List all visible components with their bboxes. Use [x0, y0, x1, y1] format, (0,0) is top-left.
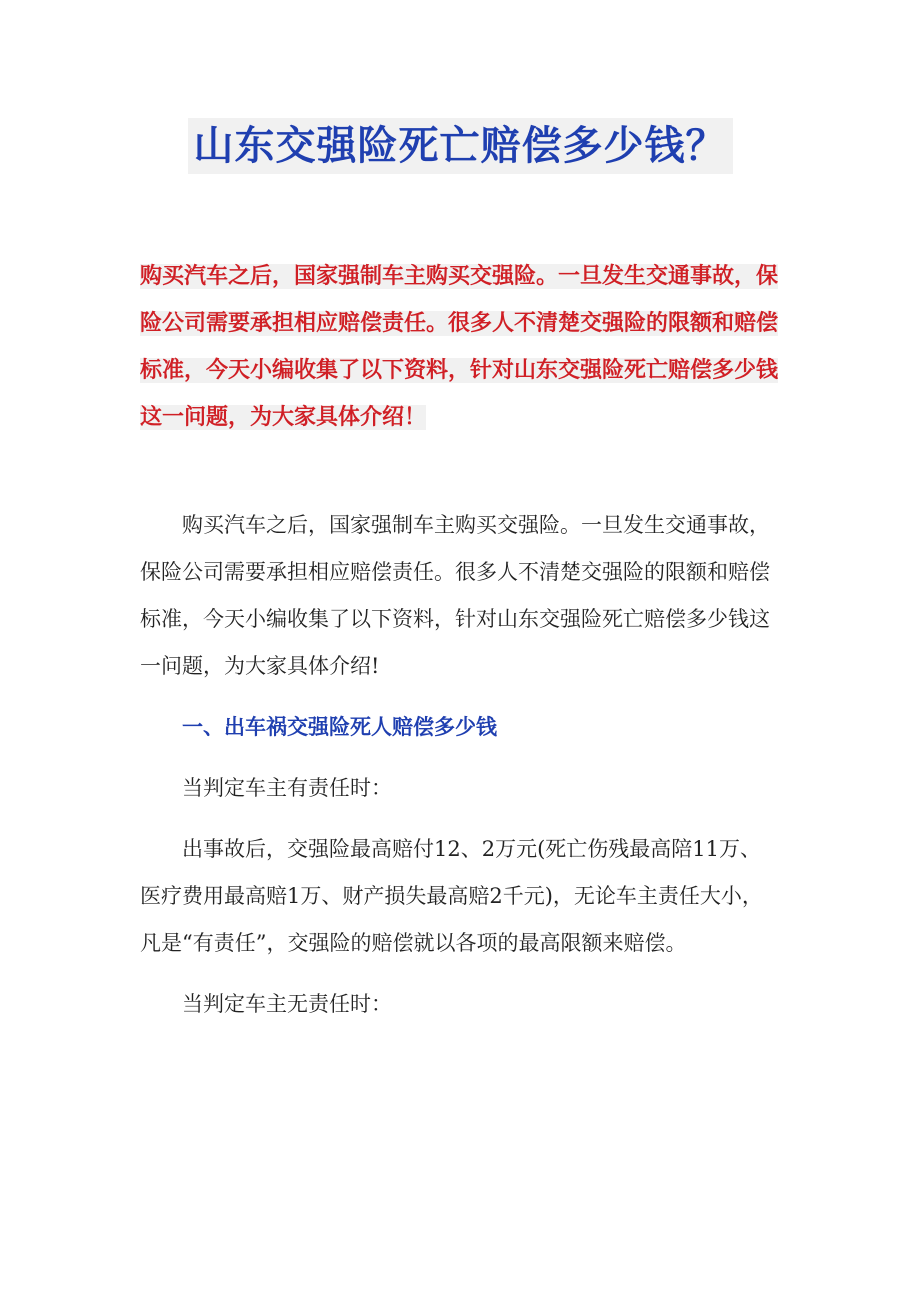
liable-label: 当判定车主有责任时：	[182, 776, 392, 800]
summary-text: 购买汽车之后，国家强制车主购买交强险。一旦发生交通事故，保险公司需要承担相应赔偿责任。很多人不清楚交强险的限额和赔偿标准，今天小编收集了以下资料，针对山东交强险死亡赔偿多少钱这一问题，为大家具体介绍！	[140, 264, 779, 430]
not-liable-label: 当判定车主无责任时：	[182, 992, 392, 1016]
summary-block	[140, 253, 780, 441]
section-heading: 一、出车祸交强险死人赔偿多少钱	[182, 715, 497, 739]
article-body	[140, 502, 780, 1028]
title-container	[0, 118, 920, 174]
page-title: 山东交强险死亡赔偿多少钱？	[188, 118, 733, 174]
intro-paragraph: 购买汽车之后，国家强制车主购买交强险。一旦发生交通事故，保险公司需要承担相应赔偿责任。很多人不清楚交强险的限额和赔偿标准，今天小编收集了以下资料，针对山东交强险死亡赔偿多少钱这一问题，为大家具体介绍!	[140, 513, 770, 678]
liable-paragraph: 出事故后，交强险最高赔付12、2万元(死亡伤残最高陪11万、医疗费用最高赔1万、财产损失最高赔2千元)，无论车主责任大小，凡是“有责任”，交强险的赔偿就以各项的最高限额来赔偿。	[140, 837, 763, 955]
